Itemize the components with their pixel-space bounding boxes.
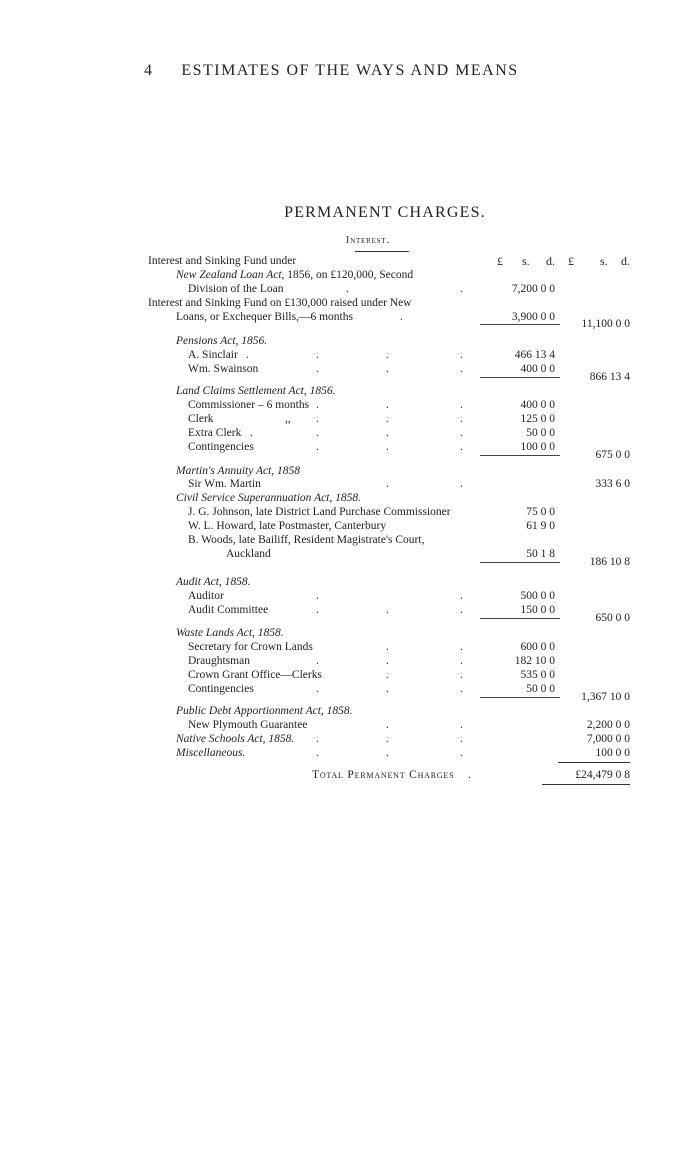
grand-total-label: Total Permanent Charges: [312, 769, 455, 781]
grand-total-amount: £24,479 0 8: [575, 769, 630, 781]
land-claims-item-4: Contingencies: [188, 441, 254, 453]
page-number: 4: [144, 62, 152, 79]
land-claims-total: 675 0 0: [595, 449, 630, 461]
leader-dot: .: [316, 655, 319, 667]
martin-annuity-heading: Martin's Annuity Act, 1858: [176, 465, 301, 477]
pensions-heading: Pensions Act, 1856.: [176, 335, 268, 347]
civil-service-item-3b: Auckland: [226, 548, 271, 560]
waste-lands-item-2: Draughtsman: [188, 655, 250, 667]
leader-dot: .: [316, 733, 319, 745]
leader-dot: .: [460, 655, 463, 667]
civil-service-heading: Civil Service Superannuation Act, 1858.: [176, 492, 362, 504]
pensions-item-2: Wm. Swainson: [188, 363, 259, 375]
leader-dot: .: [386, 604, 389, 616]
leader-dot: .: [460, 747, 463, 759]
leader-dot: .: [460, 683, 463, 695]
interest-1-line-a: Interest and Sinking Fund under: [148, 255, 297, 267]
civil-service-rule: [480, 562, 560, 563]
land-claims-item-2-amount: 125 0 0: [520, 413, 555, 425]
grand-total-underline: [542, 784, 630, 785]
pensions-total: 866 13 4: [589, 371, 630, 383]
public-debt-heading: Public Debt Apportionment Act, 1858.: [176, 705, 353, 717]
leader-dot: .: [460, 349, 463, 361]
leader-dot: .: [386, 399, 389, 411]
waste-lands-rule: [480, 697, 560, 698]
public-debt-total: 2,200 0 0: [586, 719, 630, 731]
waste-lands-item-1: Secretary for Crown Lands: [188, 641, 313, 653]
leader-dot: .: [460, 641, 463, 653]
land-claims-ditto: ,,: [285, 413, 291, 425]
leader-dot: .: [468, 769, 471, 781]
pensions-item-1: A. Sinclair: [188, 349, 238, 361]
waste-lands-item-3: Crown Grant Office—Clerks: [188, 669, 322, 681]
interest-1-line-c: Division of the Loan: [188, 283, 284, 295]
grand-total-rule: [558, 762, 630, 763]
civil-service-item-2: W. L. Howard, late Postmaster, Canterbury: [188, 520, 387, 532]
leader-dot: .: [460, 441, 463, 453]
heading-pence-1: d.: [546, 254, 555, 268]
leader-dot: .: [346, 283, 349, 295]
audit-rule: [480, 618, 560, 619]
audit-total: 650 0 0: [595, 612, 630, 624]
land-claims-item-4-amount: 100 0 0: [520, 441, 555, 453]
leader-dot: .: [460, 590, 463, 602]
leader-dot: .: [316, 363, 319, 375]
leader-dot: .: [386, 363, 389, 375]
running-title: ESTIMATES OF THE WAYS AND MEANS: [181, 62, 519, 79]
land-claims-item-1: Commissioner – 6 months: [188, 399, 310, 411]
leader-dot: .: [460, 399, 463, 411]
leader-dot: .: [250, 427, 253, 439]
martin-annuity-item: Sir Wm. Martin: [188, 478, 261, 490]
leader-dot: .: [316, 683, 319, 695]
waste-lands-item-1-amount: 600 0 0: [520, 641, 555, 653]
leader-dot: .: [386, 427, 389, 439]
leader-dot: .: [386, 733, 389, 745]
interest-2-amount: 3,900 0 0: [511, 311, 555, 323]
interest-subtitle: Interest.: [346, 235, 390, 246]
pensions-item-2-amount: 400 0 0: [520, 363, 555, 375]
civil-service-item-3a: B. Woods, late Bailiff, Resident Magistrate's Court,: [188, 534, 425, 546]
pensions-rule: [480, 377, 560, 378]
heading-pence-2: d.: [621, 254, 630, 268]
leader-dot: .: [386, 669, 389, 681]
nz-loan-act: New Zealand Loan Act,: [176, 269, 285, 281]
interest-2-line-b: Loans, or Exchequer Bills,—6 months: [176, 311, 353, 323]
leader-dot: .: [386, 641, 389, 653]
civil-service-item-1: J. G. Johnson, late District Land Purchase Commissioner: [188, 506, 451, 518]
miscellaneous-heading: Miscellaneous.: [176, 747, 246, 759]
land-claims-rule: [480, 455, 560, 456]
leader-dot: .: [460, 413, 463, 425]
audit-item-2: Audit Committee: [188, 604, 269, 616]
leader-dot: .: [386, 478, 389, 490]
leader-dot: .: [460, 363, 463, 375]
leader-dot: .: [460, 604, 463, 616]
leader-dot: .: [386, 747, 389, 759]
waste-lands-item-3-amount: 535 0 0: [520, 669, 555, 681]
land-claims-heading: Land Claims Settlement Act, 1856.: [176, 385, 336, 397]
audit-item-2-amount: 150 0 0: [520, 604, 555, 616]
civil-service-item-1-amount: 75 0 0: [526, 506, 555, 518]
leader-dot: .: [386, 655, 389, 667]
leader-dot: .: [316, 747, 319, 759]
civil-service-total: 186 10 8: [589, 556, 630, 568]
leader-dot: .: [460, 283, 463, 295]
leader-dot: .: [316, 604, 319, 616]
leader-dot: .: [460, 427, 463, 439]
leader-dot: .: [386, 349, 389, 361]
waste-lands-heading: Waste Lands Act, 1858.: [176, 627, 284, 639]
land-claims-item-3-amount: 50 0 0: [526, 427, 555, 439]
leader-dot: .: [316, 441, 319, 453]
heading-pounds-1: £: [497, 254, 503, 268]
leader-dot: .: [316, 427, 319, 439]
leader-dot: .: [316, 590, 319, 602]
leader-dot: .: [460, 478, 463, 490]
leader-dot: .: [460, 733, 463, 745]
interest-rule: [480, 324, 560, 325]
civil-service-item-3-amount: 50 1 8: [526, 548, 555, 560]
leader-dot: .: [460, 669, 463, 681]
leader-dot: .: [316, 413, 319, 425]
leader-dot: .: [460, 719, 463, 731]
section-title: PERMANENT CHARGES.: [284, 204, 486, 221]
leader-dot: .: [386, 719, 389, 731]
leader-dot: .: [316, 399, 319, 411]
leader-dot: .: [246, 349, 249, 361]
interest-1-amount: 7,200 0 0: [511, 283, 555, 295]
audit-item-1: Auditor: [188, 590, 224, 602]
miscellaneous-total: 100 0 0: [595, 747, 630, 759]
heading-pounds-2: £: [568, 254, 574, 268]
native-schools-total: 7,000 0 0: [586, 733, 630, 745]
land-claims-item-1-amount: 400 0 0: [520, 399, 555, 411]
pensions-item-1-amount: 466 13 4: [514, 349, 555, 361]
leader-dot: .: [386, 413, 389, 425]
leader-dot: .: [400, 311, 403, 323]
heading-shillings-1: s.: [522, 254, 530, 268]
waste-lands-total: 1,367 10 0: [581, 691, 630, 703]
heading-shillings-2: s.: [600, 254, 608, 268]
native-schools-heading: Native Schools Act, 1858.: [176, 733, 295, 745]
waste-lands-item-2-amount: 182 10 0: [514, 655, 555, 667]
interest-1-line-b: New Zealand Loan Act, 1856, on £120,000, Second: [176, 269, 414, 281]
audit-item-1-amount: 500 0 0: [520, 590, 555, 602]
leader-dot: .: [386, 683, 389, 695]
civil-service-item-2-amount: 61 9 0: [526, 520, 555, 532]
subtitle-rule: [355, 251, 409, 252]
leader-dot: .: [316, 349, 319, 361]
land-claims-item-3: Extra Clerk: [188, 427, 242, 439]
land-claims-item-2: Clerk: [188, 413, 214, 425]
martin-annuity-total: 333 6 0: [595, 478, 630, 490]
interest-2-line-a: Interest and Sinking Fund on £130,000 raised under New: [148, 297, 412, 309]
public-debt-item: New Plymouth Guarantee: [188, 719, 308, 731]
interest-total: 11,100 0 0: [581, 318, 630, 330]
leader-dot: .: [386, 441, 389, 453]
waste-lands-item-4-amount: 50 0 0: [526, 683, 555, 695]
waste-lands-item-4: Contingencies: [188, 683, 254, 695]
audit-heading: Audit Act, 1858.: [176, 576, 251, 588]
